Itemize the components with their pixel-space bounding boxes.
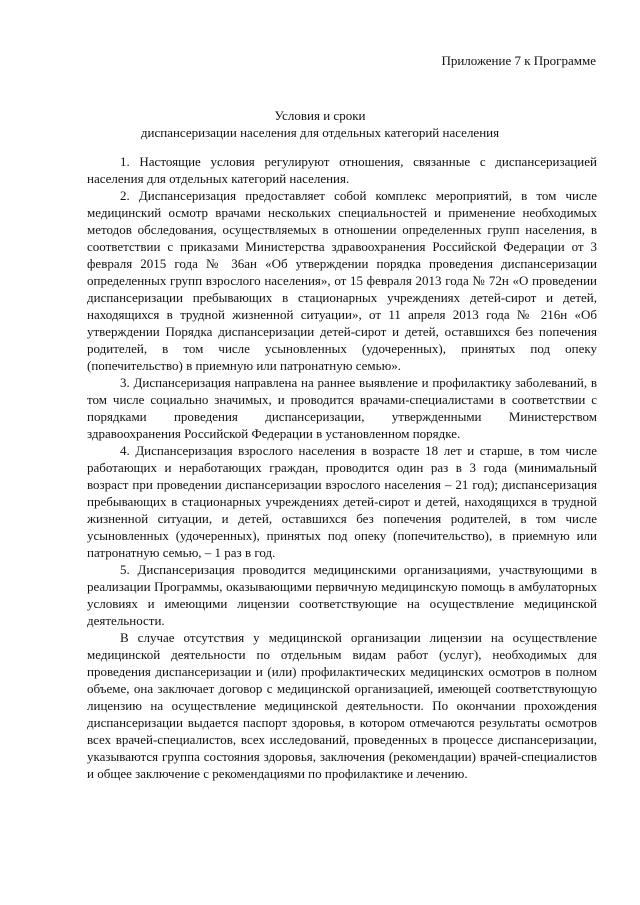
paragraph-1: 1. Настоящие условия регулируют отношения, связанные с диспансеризацией населения для отдельных категорий населения. [87, 154, 597, 186]
paragraph-4: 4. Диспансеризация взрослого населения в возрасте 18 лет и старше, в том числе работающих и неработающих граждан, проводится один раз в 3 года (минимальный возраст при проведении диспансеризации взрослого населения – 21 год); диспансеризация пребывающих в стационарных учреждениях детей-сирот и детей, находящихся в трудной жизненной ситуации, и детей, оставшихся без попечения родителей, в том числе усыновленных (удочеренных), принятых под опеку (попечительство), в приемную или патронатную семью, – 1 раз в год. [87, 443, 597, 560]
paragraph-5: 5. Диспансеризация проводится медицинскими организациями, участвующими в реализации Программы, оказывающими первичную медицинскую помощь в амбулаторных условиях и имеющими лицензии соответствующие на осуществление медицинской деятельности. [87, 562, 597, 628]
document-title [0, 107, 640, 141]
paragraph-6: В случае отсутствия у медицинской организации лицензии на осуществление медицинской деятельности по отдельным видам работ (услуг), необходимых для проведения диспансеризации и (или) профилактических медицинских осмотров в полном объеме, она заключает договор с медицинской организацией, имеющей соответствующую лицензию на осуществление медицинской деятельности. По окончании прохождения диспансеризации выдается паспорт здоровья, в котором отмечаются результаты осмотров всех врачей-специалистов, всех исследований, проведенных в процессе диспансеризации, указываются группа состояния здоровья, заключения (рекомендации) врачей-специалистов и общее заключение с рекомендациями по профилактике и лечению. [87, 630, 597, 781]
document-body [87, 153, 597, 782]
paragraph-2: 2. Диспансеризация предоставляет собой комплекс мероприятий, в том числе медицинский осмотр врачами нескольких специальностей и применение необходимых методов обследования, осуществляемых в отношении определенных групп населения, в соответствии с приказами Министерства здравоохранения Российской Федерации от 3 февраля 2015 года № 36ан «Об утверждении порядка проведения диспансеризации определенных групп взрослого населения», от 15 февраля 2013 года № 72н «О проведении диспансеризации пребывающих в стационарных учреждениях детей-сирот и детей, находящихся в трудной жизненной ситуации», от 11 апреля 2013 года № 216н «Об утверждении Порядка диспансеризации детей-сирот и детей, оставшихся без попечения родителей, в том числе усыновленных (удочеренных), принятых под опеку (попечительство) в приемную или патронатную семью». [87, 188, 597, 373]
title-line-2: диспансеризации населения для отдельных категорий населения [140, 125, 500, 140]
title-line-1: Условия и сроки [274, 108, 366, 123]
paragraph-3: 3. Диспансеризация направлена на раннее выявление и профилактику заболеваний, в том числе социально значимых, и проводится врачами-специалистами в соответствии с порядками проведения диспансеризации, утвержденными Министерством здравоохранения Российской Федерации в установленном порядке. [87, 375, 597, 441]
appendix-label: Приложение 7 к Программе [441, 53, 596, 68]
